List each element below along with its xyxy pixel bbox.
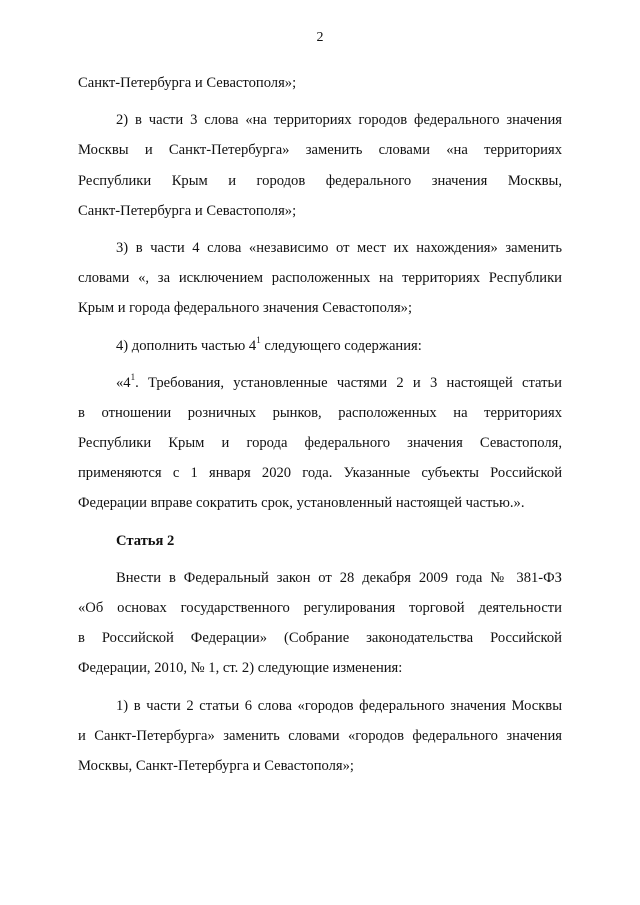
text-line xyxy=(78,368,562,398)
text-line: Республики Крым и города федерального значения Севастополя, xyxy=(78,435,562,452)
text-line: словами «, за исключением расположенных на территориях Республики xyxy=(78,270,562,287)
text-fragment: . Требования, установленные частями 2 и 3 настоящей статьи xyxy=(135,374,562,391)
document-body xyxy=(78,68,562,781)
text-line: 3) в части 4 слова «независимо от мест их нахождения» заменить xyxy=(116,239,562,256)
text-line: в отношении розничных рынков, расположенных на территориях xyxy=(78,404,562,421)
text-line: Санкт-Петербурга и Севастополя»; xyxy=(78,202,297,219)
text-fragment: «4 xyxy=(116,374,131,391)
text-line: Санкт-Петербурга и Севастополя»; xyxy=(78,75,297,91)
section-heading: Статья 2 xyxy=(116,532,175,549)
text-line: Москвы, Санкт-Петербурга и Севастополя»; xyxy=(78,757,354,774)
text-line: Федерации, 2010, № 1, ст. 2) следующие изменения: xyxy=(78,660,403,677)
superscript: 1 xyxy=(256,334,261,345)
text-line: Республики Крым и городов федерального значения Москвы, xyxy=(78,172,562,189)
superscript: 1 xyxy=(130,371,136,382)
text-fragment: 4) дополнить частью 4 xyxy=(116,337,257,354)
text-line xyxy=(78,331,562,361)
text-line: Москвы и Санкт-Петербурга» заменить словами «на территориях xyxy=(78,142,562,159)
text-line: Федерации вправе сократить срок, установленный настоящей частью.». xyxy=(78,495,525,512)
text-line: и Санкт-Петербурга» заменить словами «городов федерального значения xyxy=(78,727,562,744)
text-line: 1) в части 2 статьи 6 слова «городов федерального значения Москвы xyxy=(116,697,562,714)
text-fragment: следующего содержания: xyxy=(260,337,422,354)
text-line: в Российской Федерации» (Собрание законодательства Российской xyxy=(78,630,562,647)
text-line: 2) в части 3 слова «на территориях городов федерального значения xyxy=(116,112,562,129)
page-number: 2 xyxy=(316,30,324,45)
text-line: «Об основах государственного регулирования торговой деятельности xyxy=(78,600,562,616)
text-line: применяются с 1 января 2020 года. Указанные субъекты Российской xyxy=(78,465,562,482)
text-line: Внести в Федеральный закон от 28 декабря 2009 года № 381-ФЗ xyxy=(116,569,562,586)
text-line: Крым и города федерального значения Севастополя»; xyxy=(78,300,413,317)
